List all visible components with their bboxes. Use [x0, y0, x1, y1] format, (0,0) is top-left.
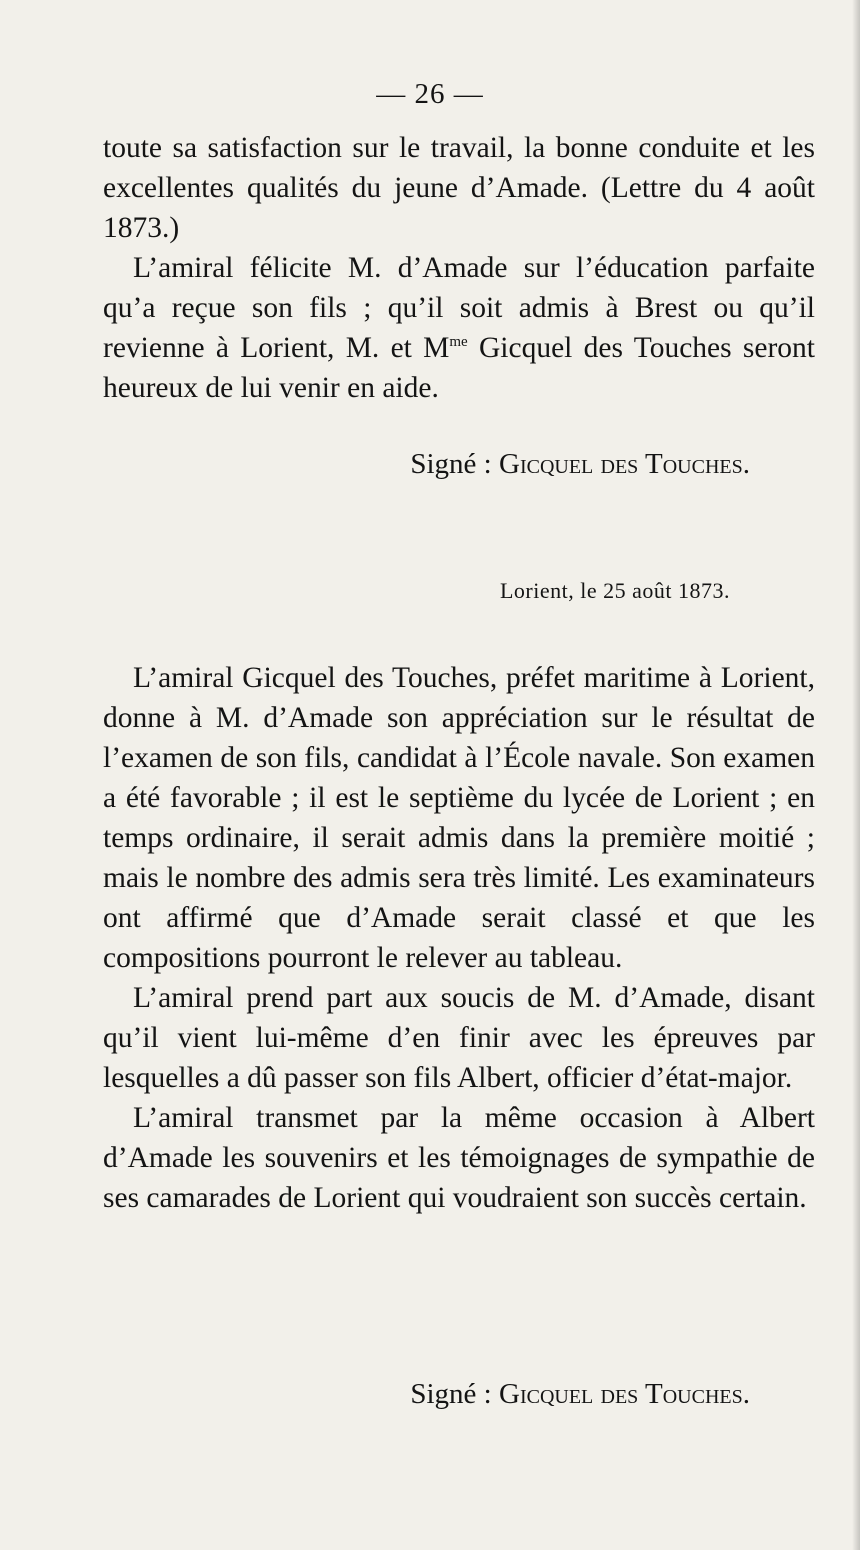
paragraph-admiral-worries: L’amiral prend part aux soucis de M. d’Amade, disant qu’il vient lui-même d’en finir avec les épreuves par lesquelles a dû passer son fils Albert, officier d’état-major.	[103, 982, 815, 1094]
page-edge-shadow	[852, 0, 860, 1550]
signature-name: Gicquel des Touches.	[499, 448, 750, 480]
letter-summary-2	[103, 658, 815, 1218]
page-number: — 26 —	[376, 78, 484, 110]
signature-line-1	[410, 448, 750, 481]
paragraph-admiral-congratulates	[103, 248, 815, 408]
letter-summary-1	[103, 128, 815, 408]
paragraph-admiral-transmits: L’amiral transmet par la même occasion à Albert d’Amade les souvenirs et les témoignages de sympathie de ses camarades de Lorient qui voudraient son succès certain.	[103, 1102, 815, 1214]
paragraph-exam-result: L’amiral Gicquel des Touches, préfet maritime à Lorient, donne à M. d’Amade son appréciation sur le résultat de l’examen de son fils, candidat à l’École navale. Son examen a été favorable ; il est le septième du lycée de Lorient ; en temps ordinaire, il serait admis dans la première moitié ; mais le nombre des admis sera très limité. Les examinateurs ont affirmé que d’Amade serait classé et que les compositions pourront le relever au tableau.	[103, 662, 815, 974]
superscript-me: me	[449, 334, 468, 351]
paragraph-text-end: Gicquel des Touches seront heureux de lui venir en aide.	[103, 332, 815, 404]
signature-line-2	[410, 1378, 750, 1411]
paragraph-text: L’amiral félicite M. d’Amade sur l’éducation parfaite qu’a reçue son fils ; qu’il soit admis à Brest ou qu’il revienne à Lorient, M. et M	[103, 252, 815, 364]
paragraph-continuation: toute sa satisfaction sur le travail, la bonne conduite et les excellentes qualités du jeune d’Amade. (Lettre du 4 août 1873.)	[103, 132, 815, 244]
signature-prefix: Signé :	[410, 448, 499, 480]
signature-prefix: Signé :	[410, 1378, 499, 1410]
place-date-line: Lorient, le 25 août 1873.	[499, 578, 730, 603]
signature-name: Gicquel des Touches.	[499, 1378, 750, 1410]
